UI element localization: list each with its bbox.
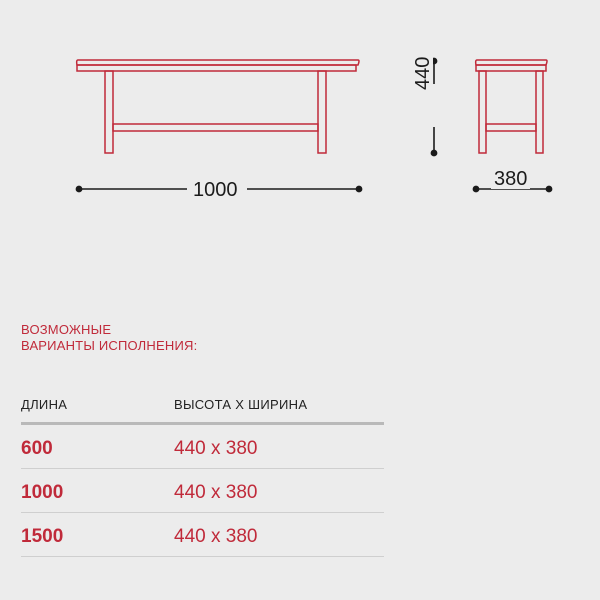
variant-length: 600 (21, 438, 53, 459)
side-view-bench (476, 60, 547, 153)
variant-height-width: 440 х 380 (174, 438, 258, 459)
variant-height-width: 440 х 380 (174, 482, 258, 503)
width-dimension-label: 380 (491, 169, 530, 189)
variants-table (21, 397, 384, 557)
options-title-line-2: ВАРИАНТЫ ИСПОЛНЕНИЯ: (21, 338, 198, 354)
bench-drawings (0, 0, 600, 240)
variant-row (21, 469, 384, 513)
height-dimension-label: 440 (413, 54, 433, 93)
variant-row (21, 425, 384, 469)
height-width-column-header: ВЫСОТА Х ШИРИНА (174, 397, 308, 412)
front-view-bench (77, 60, 359, 153)
variant-row (21, 513, 384, 557)
bench-line-drawings (0, 0, 600, 240)
length-dimension-label: 1000 (190, 180, 241, 200)
options-title-line-1: ВОЗМОЖНЫЕ (21, 322, 112, 337)
variant-length: 1500 (21, 526, 64, 547)
options-title (21, 322, 261, 355)
length-column-header: ДЛИНА (21, 397, 68, 412)
variant-height-width: 440 х 380 (174, 526, 258, 547)
variants-table-header (21, 397, 384, 425)
variant-length: 1000 (21, 482, 64, 503)
